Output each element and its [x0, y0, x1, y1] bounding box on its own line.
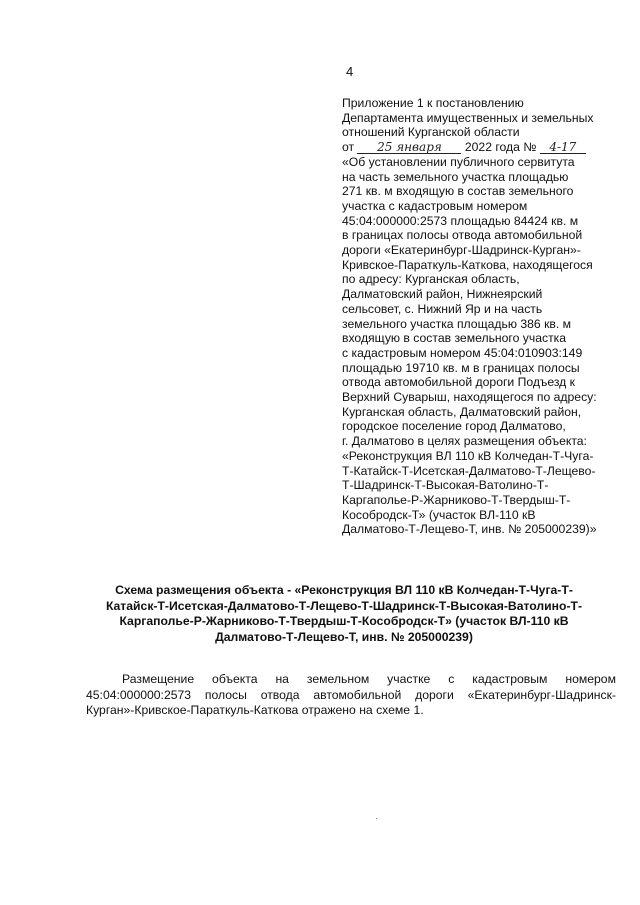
subject-line: Кособродск-Т» (участок ВЛ-110 кВ — [342, 507, 536, 522]
heading-line: Каргаполье-Р-Жарниково-Т-Твердыш-Т-Кособродск-Т» (участок ВЛ-110 кВ — [119, 614, 569, 628]
subject-line: Т-Катайск-Т-Исетская-Далматово-Т-Лещево- — [342, 463, 596, 478]
paragraph-word: земельном — [306, 672, 370, 686]
paragraph-word: полосы — [204, 687, 247, 702]
paragraph-word: с — [448, 672, 455, 686]
appendix-subject — [342, 155, 614, 537]
paragraph-word: 45:04:000000:2573 — [86, 687, 192, 702]
subject-line: 45:04:000000:2573 площадью 84424 кв. м — [342, 213, 579, 228]
scheme-heading — [84, 583, 604, 645]
subject-line: Далматово-Т-Лещево-Т, инв. № 205000239)» — [342, 522, 597, 537]
subject-line: в границах полосы отвода автомобильной — [342, 228, 583, 243]
subject-line: Верхний Суварыш, находящегося по адресу: — [342, 390, 597, 405]
paragraph-word: «Екатеринбург-Шадринск- — [467, 687, 616, 702]
subject-line: отвода автомобильной дороги Подъезд к — [342, 375, 576, 390]
subject-line: 271 кв. м входящую в состав земельного — [342, 184, 574, 199]
heading-line: Далматово-Т-Лещево-Т, инв. № 205000239) — [215, 629, 473, 644]
subject-line: Далматовский район, Нижнеярский — [342, 287, 543, 302]
subject-line: участка с кадастровым номером — [342, 198, 528, 213]
subject-line: Кривское-Параткуль-Каткова, находящегося — [342, 257, 593, 272]
paragraph-line-1 — [86, 672, 616, 688]
scan-speck — [376, 818, 377, 819]
appendix-line: Приложение 1 к постановлению — [342, 96, 524, 110]
appendix-line: Департамента имущественных и земельных — [342, 110, 594, 125]
subject-line: дороги «Екатеринбург-Шадринск-Курган»- — [342, 243, 581, 258]
subject-line: Каргаполье-Р-Жарниково-Т-Твердыш-Т- — [342, 492, 571, 507]
heading-line: Схема размещения объекта - «Реконструкция ВЛ 110 кВ Колчедан-Т-Чуга-Т- — [115, 583, 573, 597]
subject-line: на часть земельного участка площадью — [342, 169, 569, 184]
paragraph-line-2 — [86, 688, 616, 704]
subject-line: сельсовет, с. Нижний Яр и на часть — [342, 301, 543, 316]
subject-line: площадью 19710 кв. м в границах полосы — [342, 360, 580, 375]
subject-line: входящую в состав земельного участка — [342, 331, 567, 346]
subject-line: с кадастровым номером 45:04:010903:149 — [342, 345, 583, 360]
paragraph-word: автомобильной — [313, 687, 402, 702]
paragraph-word: Размещение — [122, 672, 195, 686]
paragraph-word: участке — [387, 672, 431, 686]
paragraph-word: на — [275, 672, 289, 686]
handwritten-date: 25 января — [357, 141, 461, 154]
subject-line: «Реконструкция ВЛ 110 кВ Колчедан-Т-Чуга- — [342, 448, 594, 463]
subject-line: «Об установлении публичного сервитута — [342, 154, 575, 169]
subject-line: по адресу: Курганская область, — [342, 272, 520, 287]
date-year: 2022 года № — [464, 140, 537, 155]
subject-line: земельного участка площадью 386 кв. м — [342, 316, 572, 331]
paragraph-word: объекта — [212, 672, 258, 686]
heading-line: Катайск-Т-Исетская-Далматово-Т-Лещево-Т-Шадринск-Т-Высокая-Ватолино-Т- — [105, 598, 583, 613]
page-number: 4 — [346, 64, 354, 79]
paragraph-word: отвода — [260, 687, 300, 702]
paragraph-word: дороги — [415, 687, 454, 702]
appendix-block — [342, 96, 614, 537]
subject-line: г. Далматово в целях размещения объекта: — [342, 434, 587, 449]
subject-line: Курганская область, Далматовский район, — [342, 404, 582, 419]
subject-line: городское поселение город Далматово, — [342, 419, 566, 434]
subject-line: Т-Шадринск-Т-Высокая-Ватолино-Т- — [342, 478, 549, 493]
body-paragraph — [86, 672, 616, 719]
date-line — [342, 140, 614, 155]
date-prefix: от — [342, 140, 355, 155]
paragraph-word: кадастровым — [472, 672, 548, 686]
handwritten-number: 4-17 — [540, 141, 586, 154]
appendix-line: отношений Курганской области — [342, 125, 520, 140]
paragraph-word: номером — [565, 672, 616, 686]
paragraph-line-3: Курган»-Кривское-Параткуль-Каткова отражено на схеме 1. — [86, 703, 424, 717]
